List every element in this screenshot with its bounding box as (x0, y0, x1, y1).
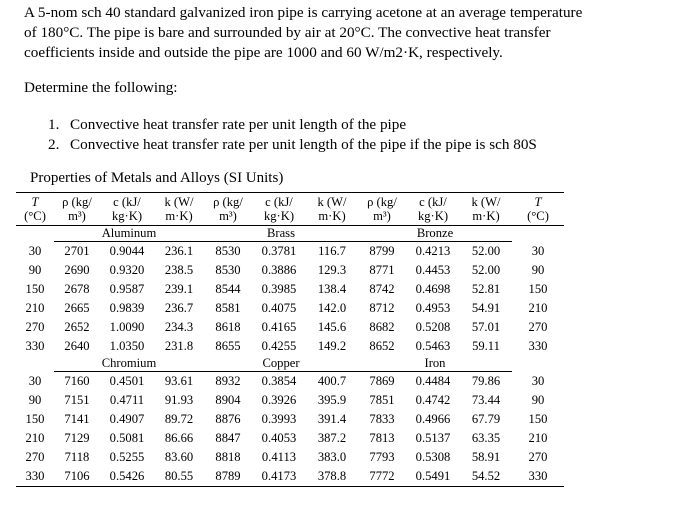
table-cell: 90 (28, 393, 42, 407)
table-cell: 58.91 (471, 450, 501, 464)
table-cell: 30 (531, 373, 545, 388)
table-cell: 0.5308 (415, 450, 451, 464)
table-cell: 30 (28, 243, 42, 258)
table-cell: 52.00 (471, 263, 501, 277)
table-cell: 30 (28, 373, 42, 388)
table-cell: 378.8 (306, 467, 358, 487)
table-cell: 0.3781 (261, 244, 297, 258)
table-cell: 7160 (64, 374, 90, 388)
column-header: ρ (kg/ m³) (62, 195, 92, 223)
table-row (16, 410, 564, 429)
table-cell: 8818 (215, 450, 241, 464)
table-row (16, 242, 564, 262)
table-cell: 2652 (64, 320, 90, 334)
table-cell: 387.2 (317, 431, 347, 445)
table-cell: 0.4953 (415, 301, 451, 315)
table-cell: 150 (528, 282, 548, 296)
table-cell: 8655 (215, 339, 241, 353)
table-cell: 8682 (369, 320, 395, 334)
table-cell: 210 (528, 431, 548, 445)
column-header: k (W/ m·K) (164, 195, 194, 223)
table-row (16, 299, 564, 318)
table-cell: 239.1 (164, 282, 194, 296)
table-cell: 2640 (64, 339, 90, 353)
table-cell: 145.6 (317, 320, 347, 334)
table-cell: 0.4165 (261, 320, 297, 334)
table-cell: 0.4075 (261, 301, 297, 315)
material-group-row (16, 356, 564, 372)
table-cell: 8530 (215, 263, 241, 277)
table-cell: 79.86 (471, 374, 501, 388)
table-row (16, 467, 564, 487)
list-item: 1. Convective heat transfer rate per unit length of the pipe (48, 116, 407, 133)
table-cell: 210 (25, 431, 45, 445)
table-cell: 8904 (215, 393, 241, 407)
table-cell: 2690 (64, 263, 90, 277)
column-header: c (kJ/ kg·K) (263, 195, 295, 223)
table-cell: 0.4173 (252, 467, 306, 487)
list-item: 2. Convective heat transfer rate per unit length of the pipe if the pipe is sch 80S (48, 136, 537, 153)
column-header: k (W/ m·K) (471, 195, 501, 223)
table-cell: 0.4711 (109, 393, 145, 407)
table-cell: 150 (528, 412, 548, 426)
problem-line: coefficients inside and outside the pipe are 1000 and 60 W/m2·K, respectively. (24, 44, 503, 61)
table-cell: 270 (25, 450, 45, 464)
table-cell: 2678 (64, 282, 90, 296)
table-cell: 0.4966 (415, 412, 451, 426)
table-cell: 7118 (64, 450, 90, 464)
table-cell: 0.4053 (261, 431, 297, 445)
table-cell: 91.93 (164, 393, 194, 407)
table-row (16, 280, 564, 299)
table-cell: 0.3993 (261, 412, 297, 426)
table-cell: 0.9839 (109, 301, 145, 315)
table-cell: 7833 (369, 412, 395, 426)
table-cell: 8712 (369, 301, 395, 315)
table-cell: 54.52 (460, 467, 512, 487)
table-cell: 57.01 (471, 320, 501, 334)
table-cell: 7793 (369, 450, 395, 464)
list-item-text: Convective heat transfer rate per unit length of the pipe if the pipe is sch 80S (70, 136, 537, 153)
table-cell: 7151 (64, 393, 90, 407)
material-name: Aluminum (54, 226, 204, 242)
problem-line: A 5-nom sch 40 standard galvanized iron pipe is carrying acetone at an average temperature (24, 4, 583, 21)
table-cell: 7813 (369, 431, 395, 445)
table-cell: 330 (25, 339, 45, 353)
table-cell: 0.4907 (109, 412, 145, 426)
table-cell: 0.5208 (415, 320, 451, 334)
table-cell: 210 (25, 301, 45, 315)
table-cell: 0.4255 (261, 339, 297, 353)
table-cell: 0.4501 (109, 374, 145, 388)
table-cell: 0.4742 (415, 393, 451, 407)
table-cell: 0.4484 (415, 374, 451, 388)
table-cell: 73.44 (471, 393, 501, 407)
table-cell: 0.5137 (415, 431, 451, 445)
table-row (16, 391, 564, 410)
table-cell: 0.5426 (100, 467, 154, 487)
table-cell: 270 (528, 320, 548, 334)
column-header: c (kJ/ kg·K) (111, 195, 143, 223)
table-cell: 8652 (369, 339, 395, 353)
table-cell: 80.55 (154, 467, 204, 487)
table-cell: 8544 (215, 282, 241, 296)
table-cell: 138.4 (317, 282, 347, 296)
table-cell: 7106 (54, 467, 100, 487)
table-cell: 86.66 (164, 431, 194, 445)
table-cell: 90 (28, 263, 42, 277)
table-title: Properties of Metals and Alloys (SI Units) (30, 170, 284, 186)
table-cell: 400.7 (317, 374, 347, 388)
material-name: Copper (204, 356, 358, 372)
table-cell: 236.1 (164, 244, 194, 258)
material-name: Chromium (54, 356, 204, 372)
table-cell: 391.4 (317, 412, 347, 426)
column-header: T (°C) (24, 195, 46, 223)
table-cell: 7851 (369, 393, 395, 407)
table-cell: 330 (512, 467, 564, 487)
table-cell: 0.5491 (406, 467, 460, 487)
table-cell: 1.0090 (109, 320, 145, 334)
table-cell: 67.79 (471, 412, 501, 426)
material-name: Brass (204, 226, 358, 242)
table-cell: 90 (531, 263, 545, 277)
table-cell: 0.9587 (109, 282, 145, 296)
table-cell: 330 (16, 467, 54, 487)
table-cell: 7772 (358, 467, 406, 487)
table-cell: 150 (25, 282, 45, 296)
table-cell: 0.3926 (261, 393, 297, 407)
table-cell: 149.2 (317, 339, 347, 353)
table-cell: 63.35 (471, 431, 501, 445)
table-cell: 330 (528, 339, 548, 353)
table-cell: 231.8 (164, 339, 194, 353)
table-cell: 395.9 (317, 393, 347, 407)
task-list (48, 115, 537, 155)
problem-statement (24, 3, 664, 63)
table-cell: 52.00 (471, 244, 501, 258)
table-cell: 89.72 (164, 412, 194, 426)
table-cell: 8530 (215, 244, 241, 258)
table-cell: 1.0350 (109, 339, 145, 353)
table-cell: 0.5081 (109, 431, 145, 445)
table-cell: 0.4213 (415, 244, 451, 258)
column-header: ρ (kg/ m³) (213, 195, 243, 223)
table-row (16, 261, 564, 280)
table-cell: 0.9320 (109, 263, 145, 277)
table-cell: 93.61 (164, 374, 194, 388)
table-cell: 8771 (369, 263, 395, 277)
table-cell: 129.3 (317, 263, 347, 277)
table-cell: 2701 (64, 244, 90, 258)
table-cell: 59.11 (472, 339, 500, 353)
list-item-text: Convective heat transfer rate per unit length of the pipe (70, 116, 407, 133)
table-cell: 7141 (64, 412, 90, 426)
table-cell: 236.7 (164, 301, 194, 315)
table-cell: 0.5255 (109, 450, 145, 464)
table-row (16, 318, 564, 337)
table-cell: 0.3886 (261, 263, 297, 277)
table-cell: 0.9044 (109, 244, 145, 258)
material-name: Iron (358, 356, 512, 372)
properties-table (16, 192, 564, 487)
problem-line: of 180°C. The pipe is bare and surrounded by air at 20°C. The convective heat transfer (24, 24, 551, 41)
task-heading: Determine the following: (24, 79, 178, 96)
table-cell: 8581 (215, 301, 241, 315)
table-cell: 0.4698 (415, 282, 451, 296)
table-cell: 0.4453 (415, 263, 451, 277)
table-cell: 8932 (215, 374, 241, 388)
table-cell: 7869 (369, 374, 395, 388)
table-cell: 54.91 (471, 301, 501, 315)
table-header-row (16, 193, 564, 226)
table-cell: 8876 (215, 412, 241, 426)
table-body (16, 226, 564, 487)
material-group-row (16, 226, 564, 242)
table-cell: 142.0 (317, 301, 347, 315)
table-cell: 83.60 (164, 450, 194, 464)
table-cell: 0.4113 (261, 450, 297, 464)
table-row (16, 448, 564, 467)
table-cell: 270 (25, 320, 45, 334)
table-cell: 0.3854 (261, 374, 297, 388)
table-row (16, 337, 564, 356)
table-cell: 8742 (369, 282, 395, 296)
table-cell: 150 (25, 412, 45, 426)
table-cell: 383.0 (317, 450, 347, 464)
table-cell: 30 (531, 243, 545, 258)
table-row (16, 429, 564, 448)
table-cell: 238.5 (164, 263, 194, 277)
table-cell: 52.81 (471, 282, 501, 296)
column-header: ρ (kg/ m³) (367, 195, 397, 223)
table-cell: 234.3 (164, 320, 194, 334)
column-header: c (kJ/ kg·K) (417, 195, 449, 223)
table-cell: 90 (531, 393, 545, 407)
table-cell: 210 (528, 301, 548, 315)
table-cell: 0.3985 (261, 282, 297, 296)
column-header: T (°C) (527, 195, 549, 223)
table-cell: 8789 (204, 467, 252, 487)
table-row (16, 372, 564, 392)
table-cell: 270 (528, 450, 548, 464)
table-cell: 8799 (369, 244, 395, 258)
table-cell: 2665 (64, 301, 90, 315)
table-cell: 8618 (215, 320, 241, 334)
table-cell: 8847 (215, 431, 241, 445)
table-cell: 0.5463 (415, 339, 451, 353)
table-cell: 116.7 (318, 244, 346, 258)
material-name: Bronze (358, 226, 512, 242)
column-header: k (W/ m·K) (317, 195, 347, 223)
table-cell: 7129 (64, 431, 90, 445)
